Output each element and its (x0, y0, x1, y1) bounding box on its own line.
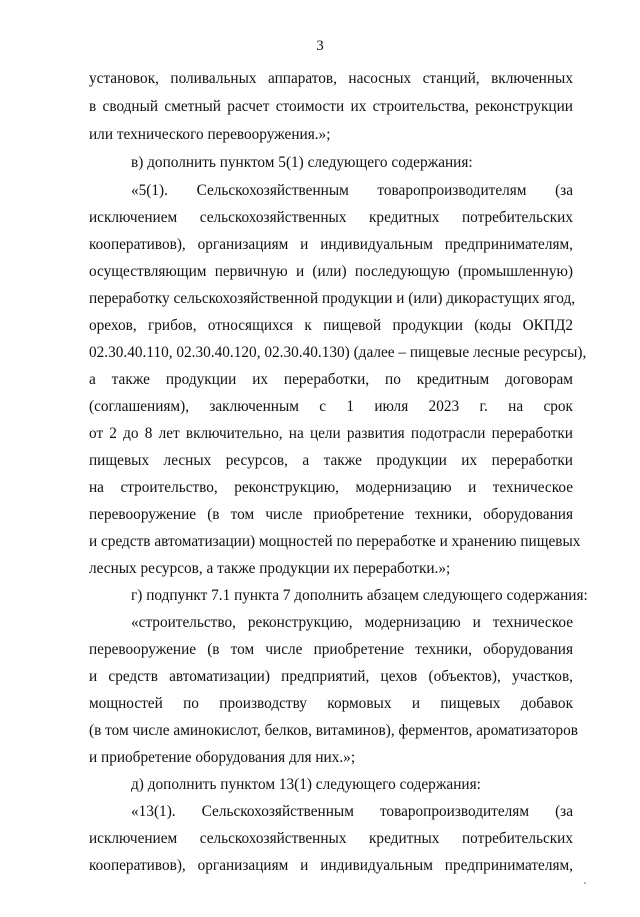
text-line: осуществляющим первичную и (или) последующую (промышленную) (89, 263, 573, 280)
text-line: и средств автоматизации) мощностей по переработке и хранению пищевых (89, 533, 581, 550)
text-line: пищевых лесных ресурсов, а также продукции их переработки (89, 452, 573, 469)
text-line: лесных ресурсов, а также продукции их переработки.»; (89, 560, 451, 577)
text-line: перевооружение (в том числе приобретение техники, оборудования (89, 641, 573, 658)
text-line: в сводный сметный расчет стоимости их строительства, реконструкции (89, 98, 573, 115)
text-line: 02.30.40.110, 02.30.40.120, 02.30.40.130) (далее – пищевые лесные ресурсы), (89, 344, 587, 361)
text-line: г) подпункт 7.1 пункта 7 дополнить абзацем следующего содержания: (131, 587, 588, 604)
text-line: от 2 до 8 лет включительно, на цели развития подотрасли переработки (89, 425, 573, 442)
text-line: кооперативов), организациям и индивидуальным предпринимателям, (89, 857, 573, 874)
text-line: (соглашениям), заключенным с 1 июля 2023 г. на срок (89, 398, 573, 415)
text-line: на строительство, реконструкцию, модернизацию и техническое (89, 479, 573, 496)
text-line: а также продукции их переработки, по кредитным договорам (89, 371, 573, 388)
text-line: кооперативов), организациям и индивидуальным предпринимателям, (89, 236, 573, 253)
text-line: «13(1). Сельскохозяйственным товаропроизводителям (за (131, 803, 573, 820)
text-line: орехов, грибов, относящихся к пищевой продукции (коды ОКПД2 (89, 317, 573, 334)
text-line: д) дополнить пунктом 13(1) следующего содержания: (131, 776, 481, 793)
text-line: переработку сельскохозяйственной продукции и (или) дикорастущих ягод, (89, 290, 576, 307)
text-line: в) дополнить пунктом 5(1) следующего содержания: (131, 154, 473, 171)
text-line: (в том числе аминокислот, белков, витаминов), ферментов, ароматизаторов (89, 722, 578, 739)
text-line: установок, поливальных аппаратов, насосных станций, включенных (89, 70, 573, 87)
text-line: перевооружение (в том числе приобретение техники, оборудования (89, 506, 573, 523)
text-line: или технического перевооружения.»; (89, 126, 331, 143)
text-line: и приобретение оборудования для них.»; (89, 749, 356, 766)
text-line: «строительство, реконструкцию, модернизацию и техническое (131, 614, 573, 631)
text-line: и средств автоматизации) предприятий, цехов (объектов), участков, (89, 668, 573, 685)
page-number: 3 (316, 38, 324, 54)
text-line: «5(1). Сельскохозяйственным товаропроизводителям (за (131, 182, 573, 199)
text-line: мощностей по производству кормовых и пищевых добавок (89, 695, 573, 712)
scan-speck (584, 882, 586, 884)
text-line: исключением сельскохозяйственных кредитных потребительских (89, 830, 573, 847)
text-line: исключением сельскохозяйственных кредитных потребительских (89, 209, 573, 226)
